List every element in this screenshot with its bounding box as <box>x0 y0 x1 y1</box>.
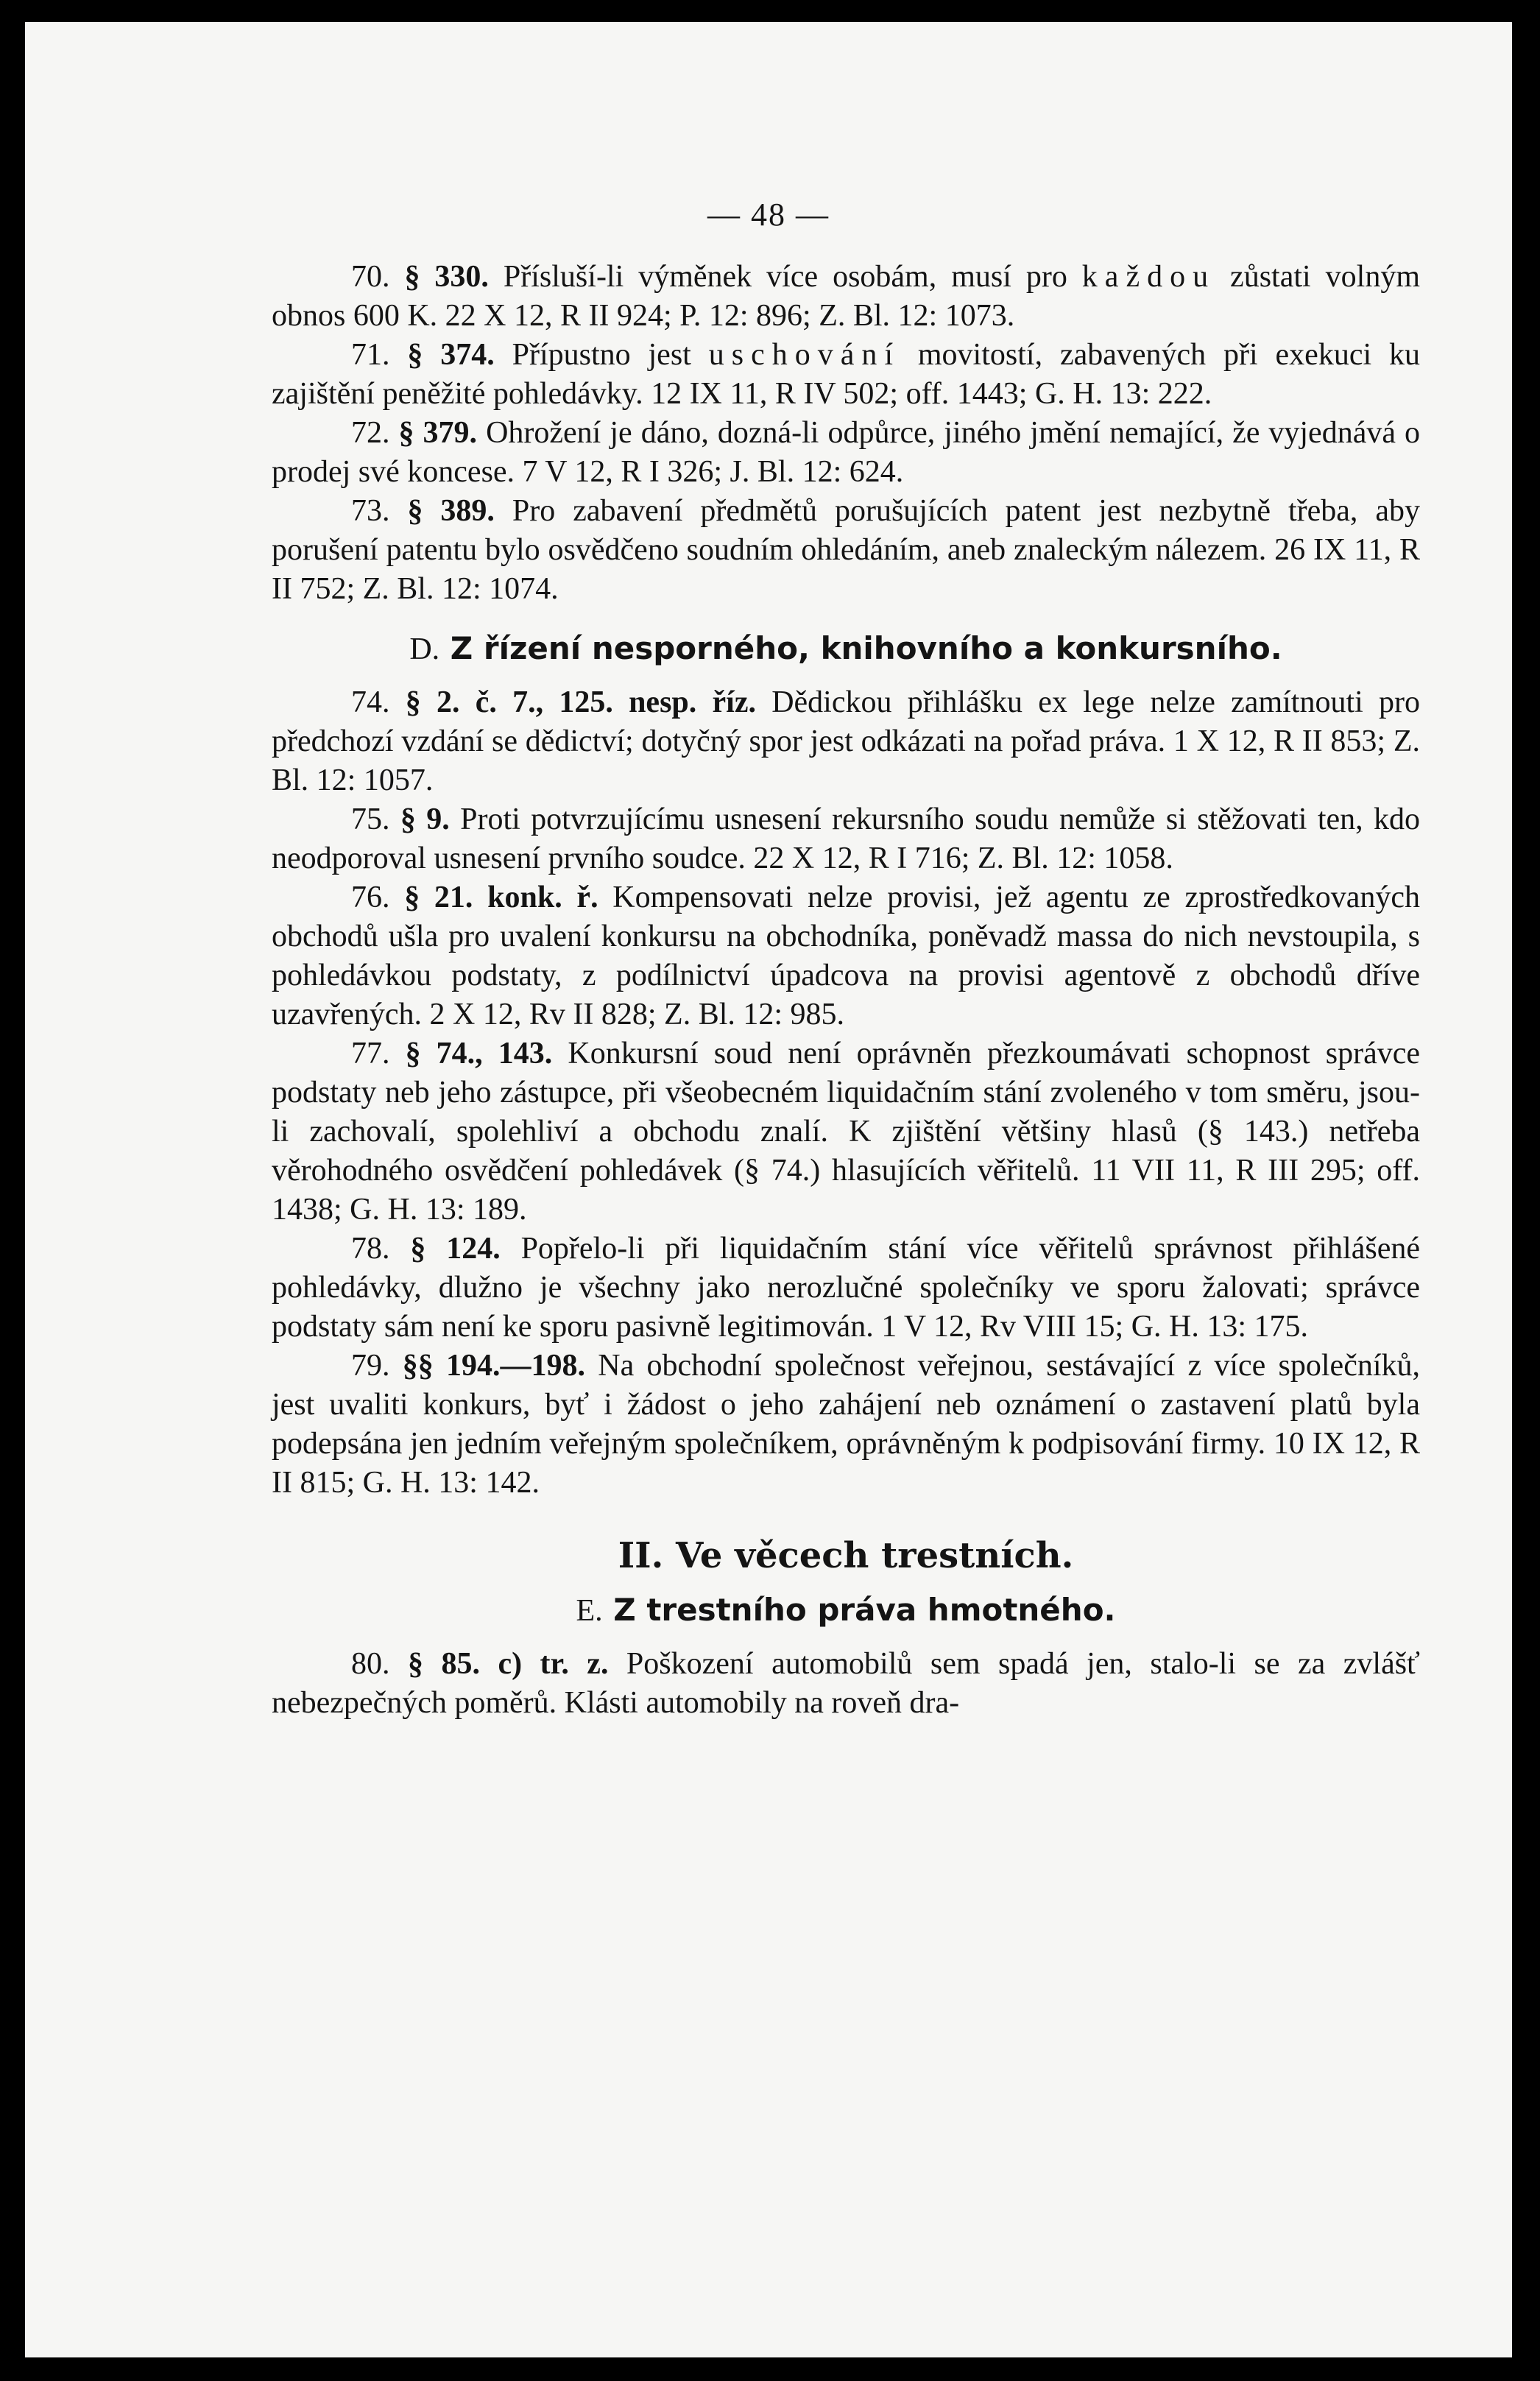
entry-text: Dědickou přihlášku ex lege nelze zamítnouti pro předchozí vzdání se dědictví; dotyčný spor jest odkázati na pořad práva. 1 X 12, R II 853; Z. Bl. 12: 1057. <box>272 685 1421 797</box>
entry-number: 70. <box>351 260 390 294</box>
statute-reference: § 85. c) tr. z. <box>407 1647 609 1681</box>
section-letter: D. <box>409 632 440 666</box>
statute-reference: § 330. <box>404 260 489 294</box>
entry-70 <box>272 258 1420 336</box>
statute-reference: § 74., 143. <box>405 1037 553 1070</box>
entry-text: Konkursní soud není oprávněn přezkoumávati schopnost správce podstaty neb jeho zástupce, při všeobecném liquidačním stání zvoleného v tom směru, jsou-li zachovalí, spolehliví a obchodu znalí. K zjištění většiny hlasů (§ 143.) netřeba věrohodného osvědčení pohledávek (§ 74.) hlasujících věřitelů. 11 VII 11, R III 295; off. 1438; G. H. 13: 189. <box>272 1037 1420 1227</box>
entry-text: Přísluší-li výměnek více osobám, musí pro <box>488 260 1082 294</box>
entry-number: 79. <box>351 1349 390 1383</box>
entry-number: 78. <box>351 1232 390 1266</box>
statute-reference: § 379. <box>398 416 478 450</box>
entry-number: 80. <box>351 1647 390 1681</box>
spaced-emphasis: každou <box>1081 260 1216 294</box>
entry-number: 73. <box>351 494 390 528</box>
section-title: Z trestního práva hmotného. <box>602 1592 1116 1628</box>
entry-77 <box>272 1034 1420 1230</box>
entry-number: 72. <box>351 416 390 450</box>
entry-text: Ohrožení je dáno, dozná-li odpůrce, jiného jmění nemající, že vyjednává o prodej své koncese. 7 V 12, R I 326; J. Bl. 12: 624. <box>272 416 1421 489</box>
entry-text: Na obchodní společnost veřejnou, sestávající z více společníků, jest uvaliti konkurs, byť i žádost o jeho zahájení neb oznámení o zastavení platů byla podepsána jen jedním veřejným společníkem, oprávněným k podpisování firmy. 10 IX 12, R II 815; G. H. 13: 142. <box>272 1349 1420 1500</box>
statute-reference: § 9. <box>400 803 450 836</box>
section-heading-e <box>272 1590 1420 1632</box>
statute-reference: § 124. <box>410 1232 501 1266</box>
entry-text: Přípustno jest <box>494 338 709 372</box>
section-heading-d <box>272 628 1420 670</box>
entry-number: 77. <box>351 1037 390 1070</box>
entry-text: Popřelo-li při liquidačním stání více věřitelů správnost přihlášené pohledávky, dlužno je všechny jako nerozlučné společníky ve sporu žalovati; správce podstaty sám není ke sporu pasivně legitimován. 1 V 12, Rv VIII 15; G. H. 13: 175. <box>272 1232 1420 1344</box>
text-column <box>272 258 1420 1723</box>
section-title: Z řízení nesporného, knihovního a konkursního. <box>439 630 1282 666</box>
entry-72 <box>272 414 1420 492</box>
page-number: — 48 — <box>707 197 830 233</box>
entry-text: Poškození automobilů sem spadá jen, stalo-li se za zvlášť nebezpečných poměrů. Klásti automobily na roveň dra- <box>272 1647 1420 1720</box>
entry-number: 75. <box>351 803 390 836</box>
entry-text: movitostí, zabavených při exekuci ku zajištění peněžité pohledávky. 12 IX 11, R IV 502; off. 1443; G. H. 13: 222. <box>272 338 1421 411</box>
statute-reference: § 21. konk. ř. <box>404 881 598 914</box>
statute-reference: § 374. <box>407 338 495 372</box>
entry-text: Pro zabavení předmětů porušujících patent jest nezbytně třeba, aby porušení patentu bylo osvědčeno soudním ohledáním, aneb znaleckým nálezem. 26 IX 11, R II 752; Z. Bl. 12: 1074. <box>272 494 1421 606</box>
spaced-emphasis: uschování <box>708 338 901 372</box>
entry-79 <box>272 1347 1420 1503</box>
entry-76 <box>272 878 1420 1034</box>
entry-74 <box>272 683 1420 800</box>
part-heading: II. Ve věcech trestních. <box>618 1535 1074 1576</box>
book-page <box>25 22 1512 2357</box>
entry-text: zůstati volným obnos 600 K. 22 X 12, R II 924; P. 12: 896; Z. Bl. 12: 1073. <box>272 260 1420 333</box>
entry-71 <box>272 336 1420 414</box>
statute-reference: § 2. č. 7., 125. nesp. říz. <box>405 685 756 719</box>
entry-80 <box>272 1645 1420 1723</box>
entry-number: 76. <box>351 881 390 914</box>
entry-number: 74. <box>351 685 390 719</box>
entry-73 <box>272 492 1420 609</box>
statute-reference: §§ 194.—198. <box>402 1349 585 1383</box>
section-letter: E. <box>576 1594 603 1628</box>
entry-text: Kompensovati nelze provisi, jež agentu ze zprostředkovaných obchodů ušla pro uvalení konkursu na obchodníka, poněvadž massa do nich nevstoupila, s pohledávkou podstaty, z podílnictví úpadcova na provisi agentově z obchodů dříve uzavřených. 2 X 12, Rv II 828; Z. Bl. 12: 985. <box>272 881 1421 1031</box>
statute-reference: § 389. <box>407 494 495 528</box>
entry-text: Proti potvrzujícímu usnesení rekursního soudu nemůže si stěžovati ten, kdo neodporoval usnesení prvního soudce. 22 X 12, R I 716; Z. Bl. 12: 1058. <box>272 803 1421 875</box>
entry-number: 71. <box>351 338 390 372</box>
entry-78 <box>272 1230 1420 1347</box>
entry-75 <box>272 800 1420 878</box>
